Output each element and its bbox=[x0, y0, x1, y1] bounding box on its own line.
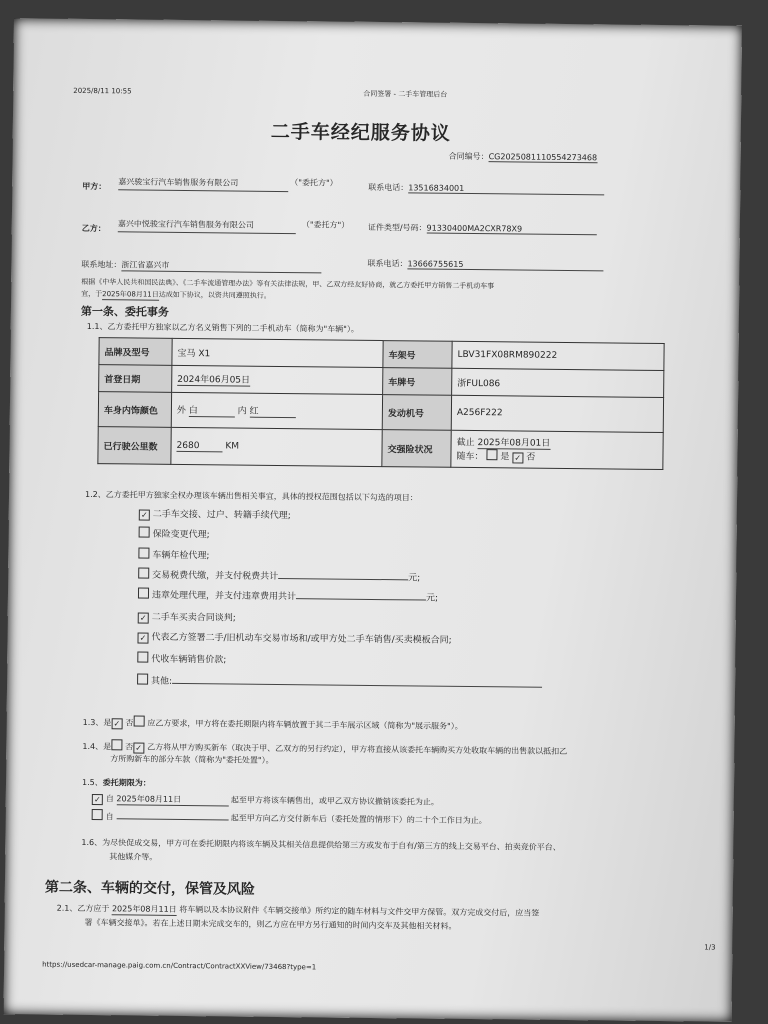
authorization-option bbox=[138, 588, 438, 604]
follow-no-checkbox[interactable] bbox=[512, 452, 523, 463]
footer-url: https://usedcar-manage.paig.com.cn/Contract/ContractXXView/73468?type=1 bbox=[42, 960, 317, 972]
authorization-option bbox=[137, 674, 542, 691]
party-b-name: 嘉兴中悦骏宝行汽车销售服务有限公司 bbox=[118, 217, 296, 234]
follow-yes-checkbox[interactable] bbox=[486, 449, 497, 460]
term-option-1: ✓自 2025年08月11日 起至甲方将该车辆售出，或甲乙双方协议撤销该委托为止。 bbox=[92, 793, 439, 809]
authorization-option-label: 代收车辆销售价款; bbox=[151, 654, 227, 666]
reg-date-value: 2024年06月05日 bbox=[172, 365, 383, 394]
party-a-phone: 联系电话：13516834001 bbox=[368, 182, 604, 195]
vehicle-info-table bbox=[97, 337, 664, 470]
plate-value: 浙FUL086 bbox=[452, 368, 664, 397]
authorization-option-label: 交易税费代缴，并支付税费共计 bbox=[152, 570, 279, 582]
authorization-option-label: 保险变更代理; bbox=[152, 529, 210, 541]
party-b-address: 联系地址：浙江省嘉兴市 bbox=[81, 259, 321, 274]
section-2-title: 第二条、车辆的交付，保管及风险 bbox=[44, 879, 255, 898]
party-a-role: （"委托方"） bbox=[290, 178, 338, 188]
authorization-option-label: 其他: bbox=[151, 676, 173, 687]
vin-value: LBV31FX08RM890222 bbox=[452, 341, 664, 370]
item-2-1: 2.1、乙方应于 2025年08月11日 将车辆以及本协议附件《车辆交接单》所约定的随车材料与文件交甲方保管。双方完成交付后，应当签 bbox=[56, 903, 540, 918]
item-1-4-line2: 方所购新车的部分车款（简称为"委托处置"）。 bbox=[110, 754, 274, 765]
print-breadcrumb: 合同签署 - 二手车管理后台 bbox=[363, 89, 448, 99]
color-label: 车身内饰颜色 bbox=[98, 392, 171, 428]
authorization-option-checkbox[interactable] bbox=[137, 633, 148, 644]
authorization-option-label: 二手车交接、过户、转籍手续代理; bbox=[152, 509, 291, 522]
mileage-value: 2680 KM bbox=[171, 427, 382, 466]
authorization-option-checkbox[interactable] bbox=[139, 510, 150, 521]
insurance-label: 交强险状况 bbox=[382, 430, 451, 468]
party-b-id: 证件类型/号码：91330400MA2CXR78X9 bbox=[368, 222, 597, 235]
brand-label: 品牌及型号 bbox=[99, 338, 172, 366]
amount-blank[interactable] bbox=[296, 598, 426, 600]
preamble-line2: 宜，于2025年08月11日达成如下协议，以资共同遵照执行。 bbox=[81, 289, 271, 300]
term-sale-checkbox[interactable] bbox=[92, 794, 103, 805]
page-title: 二手车经纪服务协议 bbox=[270, 120, 451, 145]
term-newcar-checkbox[interactable] bbox=[92, 809, 103, 820]
authorization-option-checkbox[interactable] bbox=[137, 674, 148, 685]
entrusted-disposal-yes-checkbox[interactable] bbox=[111, 739, 122, 750]
display-service-checkbox[interactable] bbox=[111, 718, 122, 729]
engine-label: 发动机号 bbox=[382, 395, 451, 431]
party-b-role: （"委托方"） bbox=[301, 220, 350, 230]
section-1-title: 第一条、委托事务 bbox=[80, 304, 170, 319]
item-1-3: 1.3、是✓ 否 应乙方要求，甲方将在委托期限内将车辆放置于其二手车展示区域（简称为"展示服务"）。 bbox=[83, 715, 463, 733]
item-1-1: 1.1、乙方委托甲方独家以乙方名义销售下列的二手机动车（简称为"车辆"）。 bbox=[86, 321, 359, 334]
authorization-option bbox=[138, 548, 209, 562]
mileage-label: 已行驶公里数 bbox=[98, 427, 171, 465]
authorization-option bbox=[137, 630, 451, 647]
print-datetime: 2025/8/11 10:55 bbox=[73, 86, 132, 96]
authorization-option-checkbox[interactable] bbox=[138, 613, 149, 624]
authorization-option-checkbox[interactable] bbox=[138, 568, 149, 579]
authorization-option bbox=[139, 527, 210, 541]
reg-date-label: 首登日期 bbox=[99, 365, 172, 393]
authorization-option-label: 代表乙方签署二手/旧机动车交易市场和/或甲方处二手车销售/买卖模板合同; bbox=[151, 632, 452, 646]
plate-label: 车牌号 bbox=[383, 368, 452, 396]
authorization-option-label: 违章处理代理，并支付违章费用共计 bbox=[151, 590, 297, 603]
authorization-option bbox=[138, 610, 236, 625]
contract-number: 合同编号：CG2025081110554273468 bbox=[448, 151, 598, 163]
engine-value: A256F222 bbox=[451, 395, 663, 432]
authorization-option-checkbox[interactable] bbox=[137, 652, 148, 663]
display-service-no-checkbox[interactable] bbox=[133, 715, 144, 726]
authorization-option-checkbox[interactable] bbox=[138, 588, 149, 599]
other-blank[interactable] bbox=[172, 683, 542, 688]
party-b-label: 乙方： bbox=[81, 223, 106, 234]
color-value: 外 白 内 红 bbox=[171, 392, 382, 429]
party-a-name: 嘉兴骏宝行汽车销售服务有限公司 bbox=[118, 175, 288, 192]
authorization-option bbox=[137, 652, 226, 666]
authorization-option-label: 二手车买卖合同谈判; bbox=[151, 612, 236, 624]
page-number: 1/3 bbox=[704, 943, 716, 952]
vin-label: 车架号 bbox=[383, 341, 452, 369]
party-b-phone: 联系电话：13666755615 bbox=[367, 258, 603, 271]
preamble-line1: 根据《中华人民共和国民法典》、《二手车流通管理办法》等有关法律法规，甲、乙双方经友好协商，就乙方委托甲方销售二手机动车事 bbox=[81, 277, 495, 291]
item-1-2: 1.2、乙方委托甲方独家全权办理该车辆出售相关事宜，具体的授权范围包括以下勾选的项目： bbox=[84, 489, 418, 503]
item-2-1-line2: 署《车辆交接单》。若在上述日期未完成交车的，则乙方应在甲方另行通知的时间内交车及其他相关材料。 bbox=[84, 917, 457, 931]
insurance-value: 截止 2025年08月01日 随车： 是 ✓ 否 bbox=[451, 430, 663, 469]
authorization-option bbox=[139, 507, 291, 523]
amount-unit: 元; bbox=[425, 593, 439, 604]
authorization-option-label: 车辆年检代理; bbox=[152, 550, 210, 562]
authorization-option-checkbox[interactable] bbox=[138, 548, 149, 559]
authorization-option-checkbox[interactable] bbox=[139, 527, 150, 538]
amount-unit: 元; bbox=[408, 573, 421, 584]
party-a-label: 甲方： bbox=[82, 181, 107, 192]
contract-page bbox=[4, 18, 742, 1022]
brand-value: 宝马 X1 bbox=[172, 338, 383, 367]
amount-blank[interactable] bbox=[278, 578, 408, 580]
entrusted-disposal-no-checkbox[interactable] bbox=[133, 742, 144, 753]
item-1-4: 1.4、是 否✓ 乙方将从甲方购买新车（取决于甲、乙双方的另行约定），甲方将直接从该委托车辆购买方处收取车辆的出售款以抵扣乙 bbox=[82, 739, 567, 758]
term-option-2: 自 起至甲方向乙方交付新车后（委托处置的情形下）的二十个工作日为止。 bbox=[92, 809, 487, 826]
item-1-6-line2: 其他媒介等。 bbox=[109, 852, 158, 862]
item-1-6: 1.6、为尽快促成交易，甲方可在委托期限内将该车辆及其相关信息提供给第三方或发布于自有/第三方的线上交易平台、拍卖竞价平台、 bbox=[81, 837, 561, 852]
item-1-5: 1.5、委托期限为： bbox=[81, 777, 151, 788]
authorization-option bbox=[138, 568, 420, 584]
